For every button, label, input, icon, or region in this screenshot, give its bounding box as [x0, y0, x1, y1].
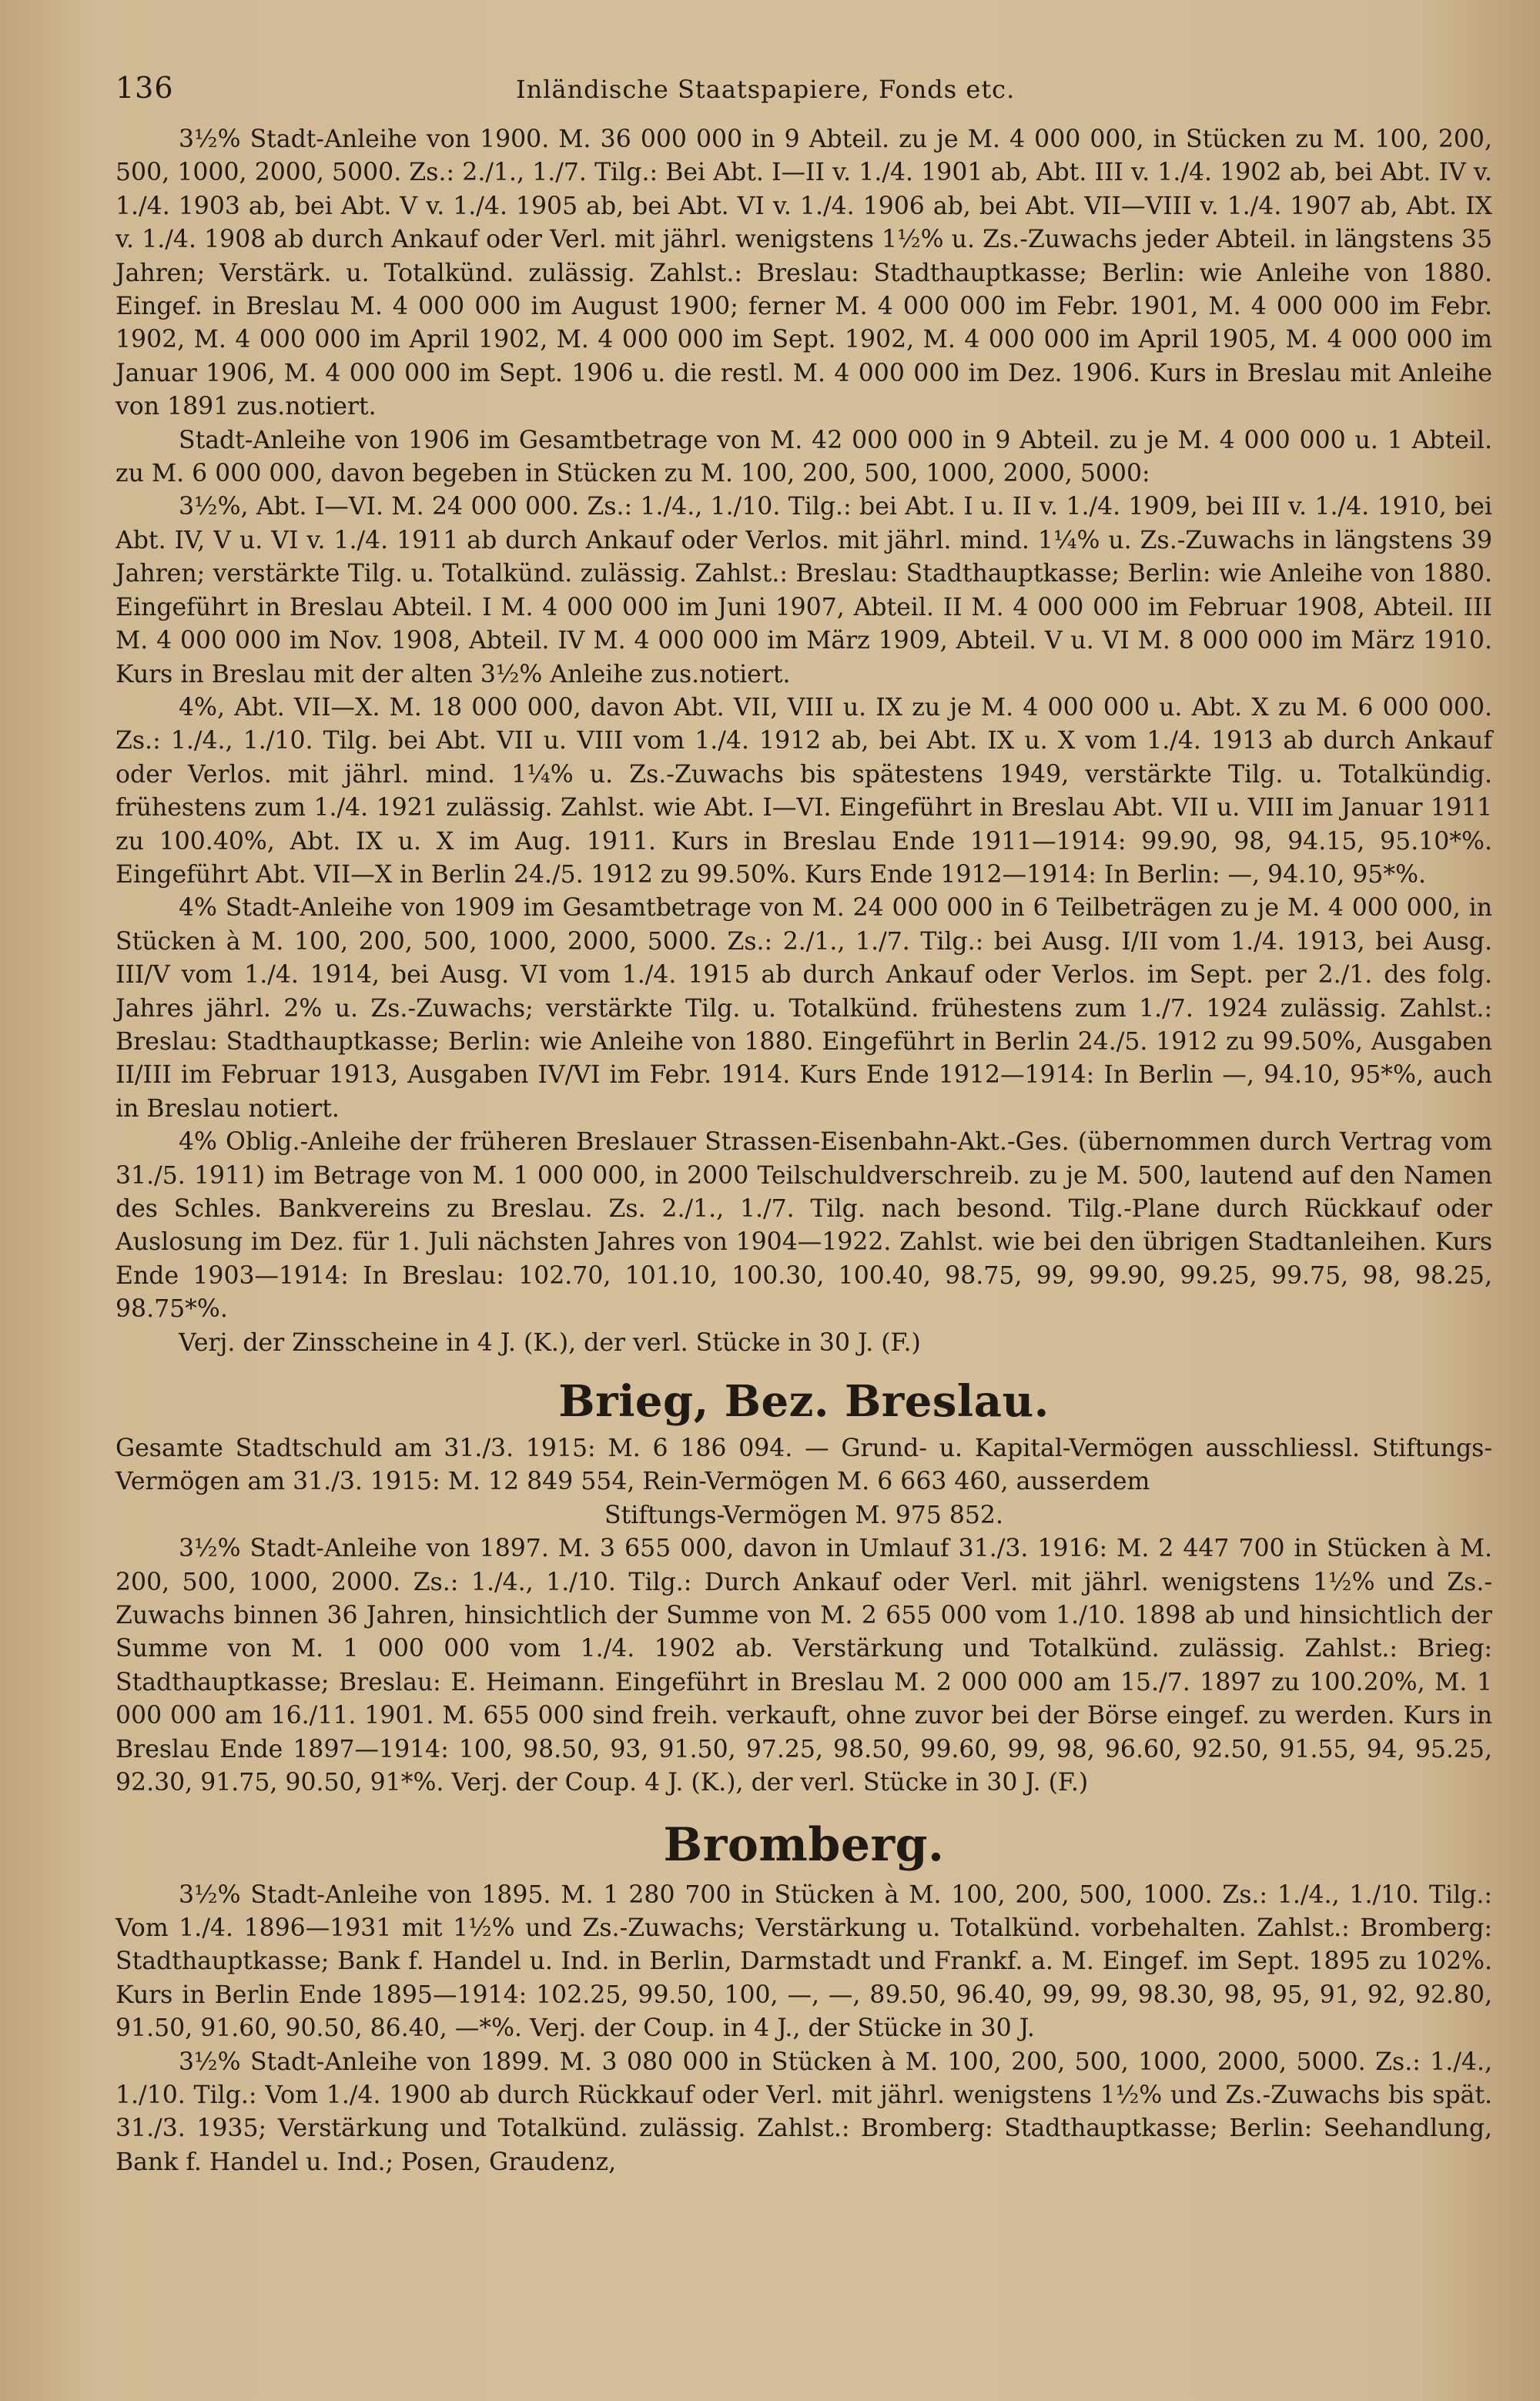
brieg-loan-1897: 3½% Stadt-Anleihe von 1897. M. 3 655 000, davon in Umlauf 31./3. 1916: M. 2 447 700 in Stücken à M. 200, 500, 1000, 2000. Zs.: 1./4., 1./10. Tilg.: Durch Ankauf oder Verl. mit jährl. wenigstens 1½% und Zs.-Zuwachs binnen 36 Jahren, hinsichtlich der Summe von M. 2 655 000 vom 1./10. 1898 ab und hinsichtlich der Summe von M. 1 000 000 vom 1./4. 1902 ab. Verstärkung und Totalkünd. zulässig. Zahlst.: Brieg: Stadthauptkasse; Breslau: E. Heimann. Eingeführt in Breslau M. 2 000 000 am 15./7. 1897 zu 100.20%, M. 1 000 000 am 16./11. 1901. M. 655 000 sind freih. verkauft, ohne zuvor bei der Börse eingef. zu werden. Kurs in Breslau Ende 1897—1914: 100, 98.50, 93, 91.50, 97.25, 98.50, 99.60, 99, 98, 96.60, 92.50, 91.55, 94, 95.25, 92.30, 91.75, 90.50, 91*%. Verj. der Coup. 4 J. (K.), der verl. Stücke in 30 J. (F.)	[116, 1535, 1492, 1797]
page-header	[116, 71, 1492, 117]
paragraph-breslau-1906-abt-7-10: 4%, Abt. VII—X. M. 18 000 000, davon Abt. VII, VIII u. IX zu je M. 4 000 000 u. Abt. X zu M. 6 000 000. Zs.: 1./4., 1./10. Tilg. bei Abt. VII u. VIII vom 1./4. 1912 ab, bei Abt. IX u. X vom 1./4. 1913 ab durch Ankauf oder Verlos. mit jährl. mind. 1¼% u. Zs.-Zuwachs bis spätestens 1949, verstärkte Tilg. u. Totalkündig. frühestens zum 1./4. 1921 zulässig. Zahlst. wie Abt. I—VI. Eingeführt in Breslau Abt. VII u. VIII im Januar 1911 zu 100.40%, Abt. IX u. X im Aug. 1911. Kurs in Breslau Ende 1911—1914: 99.90, 98, 94.15, 95.10*%. Eingeführt Abt. VII—X in Berlin 24./5. 1912 zu 99.50%. Kurs Ende 1912—1914: In Berlin: —, 94.10, 95*%.	[116, 693, 1492, 889]
bromberg-loan-1899: 3½% Stadt-Anleihe von 1899. M. 3 080 000 in Stücken à M. 100, 200, 500, 1000, 2000, 5000. Zs.: 1./4., 1./10. Tilg.: Vom 1./4. 1900 ab durch Rückkauf oder Verl. mit jährl. wenigstens 1½% und Zs.-Zuwachs bis spät. 31./3. 1935; Verstärkung und Totalkünd. zulässig. Zahlst.: Bromberg: Stadthauptkasse; Berlin: Seehandlung, Bank f. Handel u. Ind.; Posen, Graudenz,	[116, 2048, 1492, 2176]
page-number: 136	[116, 71, 174, 105]
brieg-summary: Gesamte Stadtschuld am 31./3. 1915: M. 6 186 094. — Grund- u. Kapital-Vermögen ausschliessl. Stiftungs-Vermögen am 31./3. 1915: M. 12 849 554, Rein-Vermögen M. 6 663 460, ausserdem	[116, 1435, 1492, 1496]
bromberg-loan-1895: 3½% Stadt-Anleihe von 1895. M. 1 280 700 in Stücken à M. 100, 200, 500, 1000. Zs.: 1./4., 1./10. Tilg.: Vom 1./4. 1896—1931 mit 1½% und Zs.-Zuwachs; Verstärkung u. Totalkünd. vorbehalten. Zahlst.: Bromberg: Stadthauptkasse; Bank f. Handel u. Ind. in Berlin, Darmstadt und Frankf. a. M. Eingef. im Sept. 1895 zu 102%. Kurs in Berlin Ende 1895—1914: 102.25, 99.50, 100, —, —, 89.50, 96.40, 99, 99, 98.30, 98, 95, 91, 92, 92.80, 91.50, 91.60, 90.50, 86.40, —*%. Verj. der Coup. in 4 J., der Stücke in 30 J.	[116, 1880, 1492, 2043]
paragraph-breslau-1906: Stadt-Anleihe von 1906 im Gesamtbetrage von M. 42 000 000 in 9 Abteil. zu je M. 4 000 000 u. 1 Abteil. zu M. 6 000 000, davon begeben in Stücken zu M. 100, 200, 500, 1000, 2000, 5000:	[116, 426, 1492, 488]
running-head: Inländische Staatspapiere, Fonds etc.	[516, 75, 1016, 104]
paragraph-breslau-1900: 3½% Stadt-Anleihe von 1900. M. 36 000 000 in 9 Abteil. zu je M. 4 000 000, in Stücken zu M. 100, 200, 500, 1000, 2000, 5000. Zs.: 2./1., 1./7. Tilg.: Bei Abt. I—II v. 1./4. 1901 ab, Abt. III v. 1./4. 1902 ab, bei Abt. IV v. 1./4. 1903 ab, bei Abt. V v. 1./4. 1905 ab, bei Abt. VI v. 1./4. 1906 ab, bei Abt. VII—VIII v. 1./4. 1907 ab, Abt. IX v. 1./4. 1908 ab durch Ankauf oder Verl. mit jährl. wenigstens 1½% u. Zs.-Zuwachs jeder Abteil. in längstens 35 Jahren; Verstärk. u. Totalkünd. zulässig. Zahlst.: Breslau: Stadthauptkasse; Berlin: wie Anleihe von 1880. Eingef. in Breslau M. 4 000 000 im August 1900; ferner M. 4 000 000 im Febr. 1901, M. 4 000 000 im Febr. 1902, M. 4 000 000 im April 1902, M. 4 000 000 im Sept. 1902, M. 4 000 000 im April 1905, M. 4 000 000 im Januar 1906, M. 4 000 000 im Sept. 1906 u. die restl. M. 4 000 000 im Dez. 1906. Kurs in Breslau mit Anleihe von 1891 zus.notiert.	[116, 126, 1492, 421]
paragraph-breslau-1909: 4% Stadt-Anleihe von 1909 im Gesamtbetrage von M. 24 000 000 in 6 Teilbeträgen zu je M. 4 000 000, in Stücken à M. 100, 200, 500, 1000, 2000, 5000. Zs.: 2./1., 1./7. Tilg.: bei Ausg. I/II vom 1./4. 1913, bei Ausg. III/V vom 1./4. 1914, bei Ausg. VI vom 1./4. 1915 ab durch Ankauf oder Verlos. im Sept. per 2./1. des folg. Jahres jährl. 2% u. Zs.-Zuwachs; verstärkte Tilg. u. Totalkünd. frühestens zum 1./7. 1924 zulässig. Zahlst.: Breslau: Stadthauptkasse; Berlin: wie Anleihe von 1880. Eingeführt in Berlin 24./5. 1912 zu 99.50%, Ausgaben II/III im Februar 1913, Ausgaben IV/VI im Febr. 1914. Kurs Ende 1912—1914: In Berlin —, 94.10, 95*%, auch in Breslau notiert.	[116, 894, 1492, 1123]
brieg-summary-end: Stiftungs-Vermögen M. 975 852.	[604, 1501, 1003, 1529]
body-text	[116, 123, 1492, 2179]
paragraph-breslau-strassenbahn: 4% Oblig.-Anleihe der früheren Breslauer Strassen-Eisenbahn-Akt.-Ges. (übernommen durch Vertrag vom 31./5. 1911) im Betrage von M. 1 000 000, in 2000 Teilschuldverschreib. zu je M. 500, lautend auf den Namen des Schles. Bankvereins zu Breslau. Zs. 2./1., 1./7. Tilg. nach besond. Tilg.-Plane durch Rückkauf oder Auslosung im Dez. für 1. Juli nächsten Jahres von 1904—1922. Zahlst. wie bei den übrigen Stadtanleihen. Kurs Ende 1903—1914: In Breslau: 102.70, 101.10, 100.30, 100.40, 98.75, 99, 99.90, 99.25, 99.75, 98, 98.25, 98.75*%.	[116, 1128, 1492, 1324]
section-title-brieg: Brieg, Bez. Breslau.	[558, 1376, 1050, 1428]
paragraph-breslau-1906-abt-1-6: 3½%, Abt. I—VI. M. 24 000 000. Zs.: 1./4., 1./10. Tilg.: bei Abt. I u. II v. 1./4. 1909, bei III v. 1./4. 1910, bei Abt. IV, V u. VI v. 1./4. 1911 ab durch Ankauf oder Verlos. mit jährl. mind. 1¼% u. Zs.-Zuwachs in längstens 39 Jahren; verstärkte Tilg. u. Totalkünd. zulässig. Zahlst.: Breslau: Stadthauptkasse; Berlin: wie Anleihe von 1880. Eingeführt in Breslau Abteil. I M. 4 000 000 im Juni 1907, Abteil. II M. 4 000 000 im Februar 1908, Abteil. III M. 4 000 000 im Nov. 1908, Abteil. IV M. 4 000 000 im März 1909, Abteil. V u. VI M. 8 000 000 im März 1910. Kurs in Breslau mit der alten 3½% Anleihe zus.notiert.	[116, 493, 1492, 688]
paragraph-verjaehrung: Verj. der Zinsscheine in 4 J. (K.), der verl. Stücke in 30 J. (F.)	[179, 1328, 921, 1357]
section-title-bromberg: Bromberg.	[663, 1817, 945, 1872]
